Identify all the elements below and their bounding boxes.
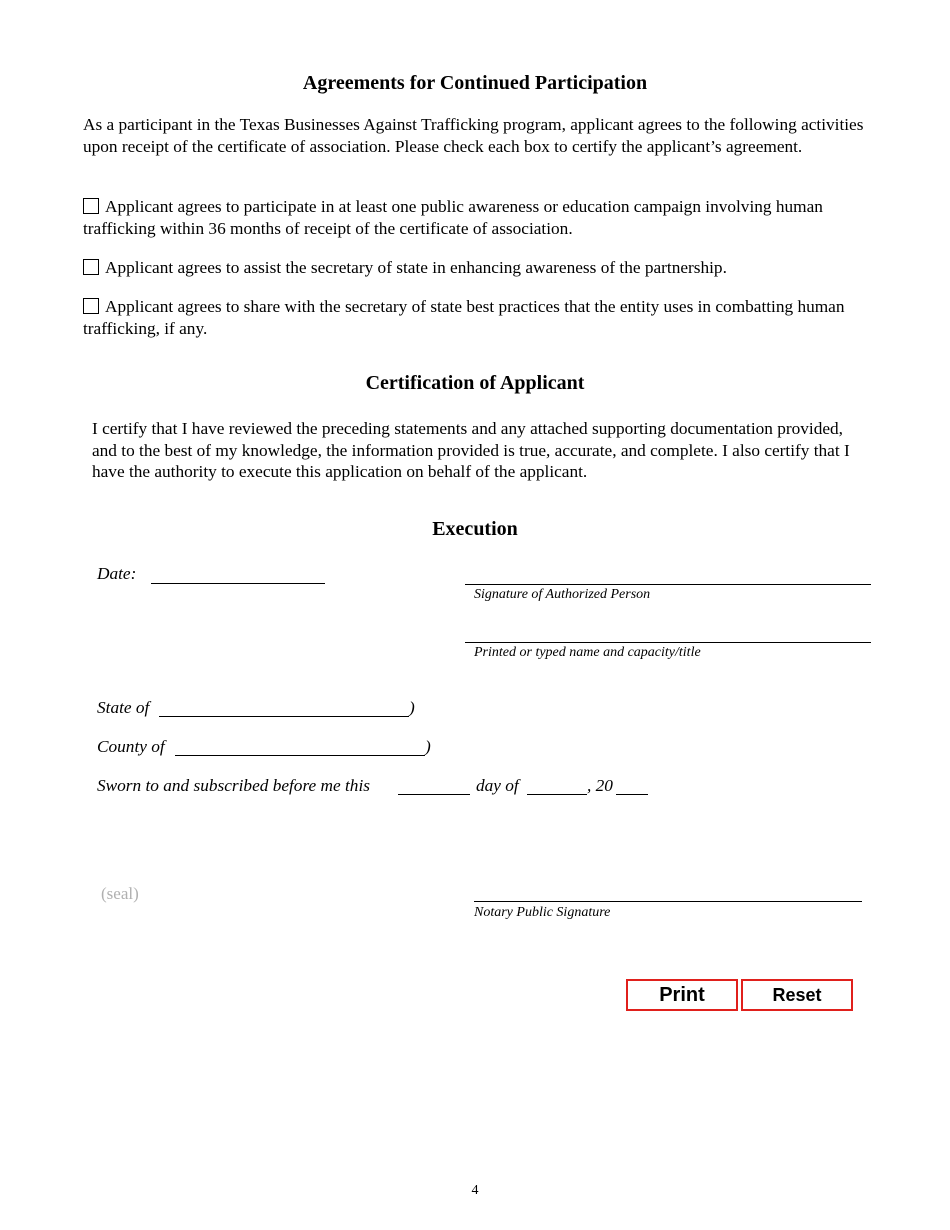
notary-signature-field[interactable] xyxy=(474,901,862,902)
certification-title: Certification of Applicant xyxy=(365,372,585,394)
agreement-checkbox-3[interactable] xyxy=(83,298,99,314)
agreements-intro: As a participant in the Texas Businesses Against Trafficking program, applicant agrees to the following activities upon receipt of the certificate of association. Please check each box to certify the applicant’s agreement. xyxy=(83,115,864,156)
county-label: County of xyxy=(97,737,165,756)
sworn-day-field[interactable] xyxy=(398,794,470,795)
sworn-day-of: day of xyxy=(476,776,519,795)
date-field[interactable] xyxy=(151,583,325,584)
notary-caption: Notary Public Signature xyxy=(474,905,611,920)
county-paren: ) xyxy=(425,737,431,756)
execution-title: Execution xyxy=(432,518,518,540)
agreements-title: Agreements for Continued Participation xyxy=(302,72,648,94)
state-paren: ) xyxy=(409,698,415,717)
agreement-item-3 xyxy=(83,296,873,339)
signature-caption: Signature of Authorized Person xyxy=(474,587,651,602)
page-number: 4 xyxy=(471,1183,479,1198)
agreement-checkbox-1[interactable] xyxy=(83,198,99,214)
sworn-month-field[interactable] xyxy=(527,794,587,795)
sworn-year-prefix: , 20 xyxy=(587,776,613,795)
certification-text: I certify that I have reviewed the preceding statements and any attached supporting documentation provided, and to the best of my knowledge, the information provided is true, accurate, and complete. I also certify that I have the authority to execute this application on behalf of the applicant. xyxy=(92,419,850,481)
seal-placeholder: (seal) xyxy=(101,884,139,903)
agreement-item-1-text: Applicant agrees to participate in at least one public awareness or education campaign involving human trafficking within 36 months of receipt of the certificate of association. xyxy=(83,197,823,238)
agreement-item-2 xyxy=(83,257,873,279)
sworn-prefix: Sworn to and subscribed before me this xyxy=(97,776,370,795)
print-button[interactable]: Print xyxy=(626,979,738,1011)
county-field[interactable] xyxy=(175,755,425,756)
printed-name-caption: Printed or typed name and capacity/title xyxy=(474,645,701,660)
date-label: Date: xyxy=(97,564,137,583)
agreement-item-3-text: Applicant agrees to share with the secretary of state best practices that the entity uses in combatting human trafficking, if any. xyxy=(83,297,845,338)
signature-field[interactable] xyxy=(465,584,871,585)
printed-name-field[interactable] xyxy=(465,642,871,643)
agreement-checkbox-2[interactable] xyxy=(83,259,99,275)
reset-button[interactable]: Reset xyxy=(741,979,853,1011)
sworn-year-field[interactable] xyxy=(616,794,648,795)
state-label: State of xyxy=(97,698,150,717)
state-field[interactable] xyxy=(159,716,409,717)
agreement-item-1 xyxy=(83,196,873,239)
agreement-item-2-text: Applicant agrees to assist the secretary of state in enhancing awareness of the partnership. xyxy=(105,258,727,277)
